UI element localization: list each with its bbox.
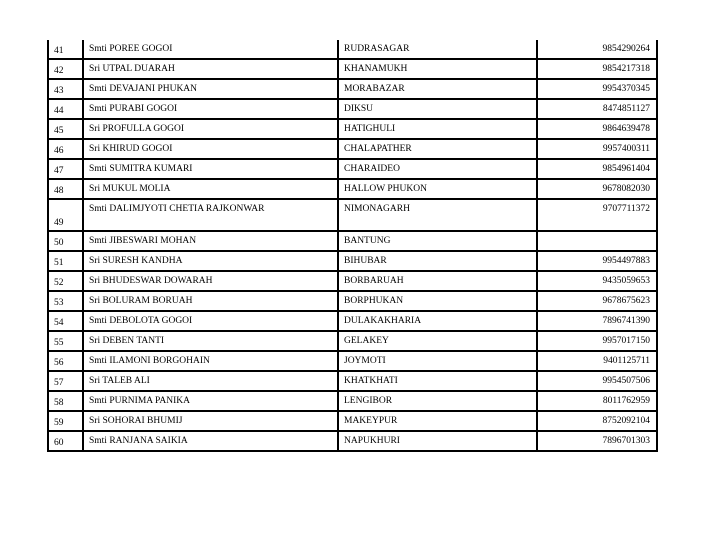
place-cell: MORABAZAR xyxy=(338,79,537,99)
place-cell: DULAKAKHARIA xyxy=(338,311,537,331)
place-cell: KHATKHATI xyxy=(338,371,537,391)
table-row xyxy=(48,251,657,271)
name-cell: Smti DALIMJYOTI CHETIA RAJKONWAR xyxy=(83,199,338,231)
name-cell: Smti ILAMONI BORGOHAIN xyxy=(83,351,338,371)
name-cell: Smti DEVAJANI PHUKAN xyxy=(83,79,338,99)
table-row xyxy=(48,271,657,291)
serial-number-cell: 60 xyxy=(48,431,83,451)
phone-cell: 7896701303 xyxy=(537,431,657,451)
phone-cell: 9954497883 xyxy=(537,251,657,271)
table-body xyxy=(48,40,657,451)
table-row xyxy=(48,331,657,351)
place-cell: KHANAMUKH xyxy=(338,59,537,79)
place-cell: NAPUKHURI xyxy=(338,431,537,451)
table-row xyxy=(48,199,657,231)
serial-number-cell: 47 xyxy=(48,159,83,179)
place-cell: MAKEYPUR xyxy=(338,411,537,431)
table-row xyxy=(48,40,657,59)
phone-cell: 8011762959 xyxy=(537,391,657,411)
serial-number-cell: 52 xyxy=(48,271,83,291)
serial-number-cell: 59 xyxy=(48,411,83,431)
table-row xyxy=(48,79,657,99)
name-cell: Smti SUMITRA KUMARI xyxy=(83,159,338,179)
phone-cell: 9854290264 xyxy=(537,40,657,59)
name-cell: Smti PURNIMA PANIKA xyxy=(83,391,338,411)
serial-number-cell: 56 xyxy=(48,351,83,371)
place-cell: LENGIBOR xyxy=(338,391,537,411)
place-cell: DIKSU xyxy=(338,99,537,119)
serial-number-cell: 43 xyxy=(48,79,83,99)
serial-number-cell: 51 xyxy=(48,251,83,271)
serial-number-cell: 55 xyxy=(48,331,83,351)
serial-number-cell: 42 xyxy=(48,59,83,79)
serial-number-cell: 48 xyxy=(48,179,83,199)
serial-number-cell: 49 xyxy=(48,199,83,231)
table-row xyxy=(48,59,657,79)
name-cell: Sri BOLURAM BORUAH xyxy=(83,291,338,311)
place-cell: BORBARUAH xyxy=(338,271,537,291)
serial-number-cell: 45 xyxy=(48,119,83,139)
name-cell: Smti PURABI GOGOI xyxy=(83,99,338,119)
table-row xyxy=(48,231,657,251)
place-cell: CHARAIDEO xyxy=(338,159,537,179)
phone-cell: 7896741390 xyxy=(537,311,657,331)
table-row xyxy=(48,119,657,139)
table-row xyxy=(48,139,657,159)
phone-cell: 9854217318 xyxy=(537,59,657,79)
name-cell: Sri SOHORAI BHUMIJ xyxy=(83,411,338,431)
table-row xyxy=(48,371,657,391)
name-cell: Sri TALEB ALI xyxy=(83,371,338,391)
table-row xyxy=(48,159,657,179)
name-cell: Sri DEBEN TANTI xyxy=(83,331,338,351)
serial-number-cell: 57 xyxy=(48,371,83,391)
phone-cell: 9954370345 xyxy=(537,79,657,99)
table-row xyxy=(48,431,657,451)
place-cell: HATIGHULI xyxy=(338,119,537,139)
name-cell: Sri KHIRUD GOGOI xyxy=(83,139,338,159)
name-cell: Sri SURESH KANDHA xyxy=(83,251,338,271)
name-cell: Sri PROFULLA GOGOI xyxy=(83,119,338,139)
place-cell: JOYMOTI xyxy=(338,351,537,371)
name-cell: Smti DEBOLOTA GOGOI xyxy=(83,311,338,331)
phone-cell: 9401125711 xyxy=(537,351,657,371)
serial-number-cell: 44 xyxy=(48,99,83,119)
place-cell: HALLOW PHUKON xyxy=(338,179,537,199)
serial-number-cell: 41 xyxy=(48,40,83,59)
phone-cell: 9435059653 xyxy=(537,271,657,291)
table-row xyxy=(48,391,657,411)
phone-cell: 8474851127 xyxy=(537,99,657,119)
place-cell: NIMONAGARH xyxy=(338,199,537,231)
phone-cell xyxy=(537,231,657,251)
name-cell: Sri MUKUL MOLIA xyxy=(83,179,338,199)
phone-cell: 9678082030 xyxy=(537,179,657,199)
serial-number-cell: 58 xyxy=(48,391,83,411)
name-cell: Smti RANJANA SAIKIA xyxy=(83,431,338,451)
contact-table xyxy=(47,40,658,452)
place-cell: BANTUNG xyxy=(338,231,537,251)
table-row xyxy=(48,291,657,311)
serial-number-cell: 50 xyxy=(48,231,83,251)
phone-cell: 9954507506 xyxy=(537,371,657,391)
serial-number-cell: 53 xyxy=(48,291,83,311)
phone-cell: 9957017150 xyxy=(537,331,657,351)
phone-cell: 9678675623 xyxy=(537,291,657,311)
place-cell: BORPHUKAN xyxy=(338,291,537,311)
table-row xyxy=(48,99,657,119)
table-row xyxy=(48,179,657,199)
table-row xyxy=(48,311,657,331)
place-cell: CHALAPATHER xyxy=(338,139,537,159)
name-cell: Smti POREE GOGOI xyxy=(83,40,338,59)
place-cell: GELAKEY xyxy=(338,331,537,351)
phone-cell: 8752092104 xyxy=(537,411,657,431)
phone-cell: 9707711372 xyxy=(537,199,657,231)
place-cell: RUDRASAGAR xyxy=(338,40,537,59)
name-cell: Sri BHUDESWAR DOWARAH xyxy=(83,271,338,291)
place-cell: BIHUBAR xyxy=(338,251,537,271)
table-row xyxy=(48,351,657,371)
name-cell: Sri UTPAL DUARAH xyxy=(83,59,338,79)
serial-number-cell: 54 xyxy=(48,311,83,331)
serial-number-cell: 46 xyxy=(48,139,83,159)
phone-cell: 9864639478 xyxy=(537,119,657,139)
table-row xyxy=(48,411,657,431)
phone-cell: 9854961404 xyxy=(537,159,657,179)
phone-cell: 9957400311 xyxy=(537,139,657,159)
name-cell: Smti JIBESWARI MOHAN xyxy=(83,231,338,251)
